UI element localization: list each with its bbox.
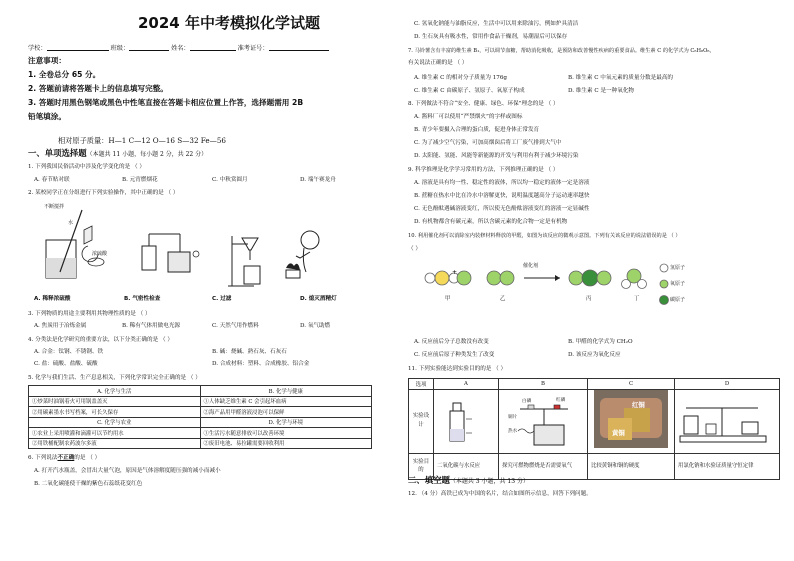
q2-figure-a-dilution: [32, 200, 112, 288]
legend-oxygen: 氧原子: [670, 281, 686, 287]
exam-no-blank[interactable]: [269, 44, 329, 51]
q10-stem: 10. 利用催化剂可以消除室内装修材料释放的甲醛，如图为该反应的微观示意图。下列有关该反应的说法错误的是 （ ）: [408, 233, 681, 239]
left-column: [28, 0, 380, 561]
q4-option-d: D. 合成材料：塑料、合成橡胶、铝合金: [212, 361, 310, 367]
q6-option-c: C. 氢氧化钠能与油脂反应，生活中可以用来除油污，例如炉具清洁: [414, 21, 579, 27]
note-item: 3. 答题时用黑色钢笔或黑色中性笔直接在答题卡相应位置上作答，选择题需用 2B: [28, 98, 304, 107]
table-row: [29, 407, 372, 418]
q2-figure-d-lamp: [280, 226, 330, 282]
table-cell: 二氧化碳与水反应: [434, 453, 499, 479]
table-cell: ①农业上采用喷灌和滴灌可以节约用水: [29, 428, 201, 439]
school-blank[interactable]: [47, 44, 109, 51]
q9-option-d: D. 有机物都含有碳元素，所以含碳元素的化合物一定是有机物: [414, 219, 568, 225]
q2-fig-label: 浓硫酸: [92, 251, 108, 257]
table-row: [409, 379, 780, 390]
exam-no-label: 准考证号：: [237, 45, 269, 52]
note-item: 1. 全卷总分 65 分。: [28, 70, 101, 79]
table-cell: C. 化学与农业: [29, 417, 201, 428]
table-row: [409, 453, 780, 479]
q12-stem: 12. （4 分）高铁已成为中国的名片，结合如图所示信息，回答下列问题。: [408, 491, 592, 497]
q11-fig-label: 铜片: [508, 415, 518, 420]
q3-stem: 3. 下列物质的用途主要利用其物理性质的是 （ ）: [28, 311, 151, 317]
q3-option-b: B. 稀有气体用做电光源: [122, 323, 181, 329]
q10-label-c: 丙: [586, 296, 592, 302]
table-cell: ①生活污水随意排放可以改善环境: [200, 428, 372, 439]
q7-option-c: C. 维生素 C 由碳原子、氢原子、氧原子构成: [414, 88, 525, 94]
table-row: [29, 386, 372, 397]
note-item: 铅笔填涂。: [28, 112, 66, 121]
q4-option-a: A. 合金：钛钢、不锈钢、铁: [34, 349, 104, 355]
q4-option-c: C. 盐：硫酸、盐酸、硫酸: [34, 361, 98, 367]
section1-desc: （本题共 11 小题，每小题 2 分，共 22 分）: [86, 151, 208, 158]
q3-option-a: A. 焦炭用于冶炼金属: [34, 323, 87, 329]
section1-title: 一、单项选择题: [28, 148, 87, 158]
atomic-masses: 相对原子质量：H—1 C—12 O—16 S—32 Fe—56: [58, 136, 226, 145]
section2-header: [408, 477, 529, 486]
section2-desc: （本题共 3 小题，共 13 分）: [449, 478, 529, 485]
q11-stem: 11. 下列实验能达到实验目的的是 （ ）: [408, 366, 507, 372]
q10-label-b: 乙: [500, 296, 506, 302]
q1-option-a: A. 春节贴对联: [34, 177, 70, 183]
q11-figure-d-balance: [676, 394, 774, 446]
q10-stem-2: （ ）: [408, 246, 421, 252]
q10-catalyst-label: 催化剂: [523, 263, 539, 269]
table-header: A: [434, 379, 499, 390]
q11-figure-a-co2: [442, 395, 486, 447]
q6-stem-suffix: 的是 （ ）: [74, 455, 101, 461]
q1-stem: 1. 下列我国民俗活动中涉及化学变化的是 （ ）: [28, 164, 145, 170]
q10-option-c: C. 反应前后原子种类发生了改变: [414, 352, 495, 358]
q4-option-b: B. 碱：烧碱、熟石灰、石灰石: [212, 349, 287, 355]
q3-option-c: C. 天然气用作燃料: [212, 323, 259, 329]
school-label: 学校：: [28, 45, 47, 52]
q6-option-b: B. 二氧化碳能使干燥的紫色石蕊纸花变红色: [34, 481, 143, 487]
table-cell: ②海产品用甲醛溶液浸泡可以保鲜: [200, 407, 372, 418]
table-cell: 比较黄铜和铜的硬度: [588, 453, 675, 479]
q8-option-c: C. 为了减少空气污染，可加高烟囱后将工厂废气排到大气中: [414, 140, 562, 146]
table-cell: ②废旧电池、易拉罐需要回收利用: [200, 438, 372, 449]
page-title: 2024 年中考模拟化学试题: [138, 14, 320, 32]
q8-option-d: D. 太阳能、氢能、风能等新能源的开发与利用有利于减少环境污染: [414, 153, 579, 159]
q2-fig-label: 不断搅拌: [44, 204, 65, 210]
q1-option-d: D. 端午赛龙舟: [300, 177, 336, 183]
q9-option-a: A. 溶液是具有均一性、稳定性的液体，所以均一稳定的液体一定是溶液: [414, 180, 590, 186]
table-row-label: 实验目的: [409, 453, 434, 479]
q8-option-a: A. 酱料厂可以使用“严禁烟火”的字样或图标: [414, 114, 523, 120]
q10-molecule-diagram: [420, 262, 710, 318]
q2-option-b: B. 气密性检查: [124, 296, 161, 302]
q9-option-b: B. 蔗糖在热水中比在冷水中溶解更快，说明温度越高分子运动速率越快: [414, 193, 590, 199]
q6-stem: [28, 455, 100, 462]
q11-figure-c-photo: [594, 390, 668, 448]
q11-fig-label-copper: 红铜: [632, 401, 645, 409]
q7-option-b: B. 维生素 C 中氧元素的质量分数是最高的: [568, 75, 674, 81]
q10-option-b: B. 甲醛的化学式为 CH₂O: [568, 339, 633, 345]
q2-option-c: C. 过滤: [212, 296, 232, 302]
table-header: 选项: [409, 379, 434, 390]
student-info-row: [28, 44, 329, 52]
q6-option-a: A. 打开汽水瓶盖，会冒出大量气泡，原因是气体溶解度随压强的减小而减小: [34, 468, 221, 474]
table-row: [29, 417, 372, 428]
q2-stem: 2. 某校同学正在分组进行下列实验操作，其中正确的是 （ ）: [28, 190, 179, 196]
table-header: C: [588, 379, 675, 390]
table-row: [29, 438, 372, 449]
class-blank[interactable]: [129, 44, 169, 51]
q2-option-a: A. 稀释浓硫酸: [34, 296, 71, 302]
table-cell: ①人体缺乏维生素 C 会引起坏血病: [200, 396, 372, 407]
table-cell: A. 化学与生活: [29, 386, 201, 397]
notes-heading: 注意事项：: [28, 56, 66, 65]
q11-fig-label: 红磷: [556, 398, 566, 403]
q1-option-c: C. 中秋赏圆月: [212, 177, 248, 183]
table-row-label: 实验设计: [409, 389, 434, 453]
right-column: [408, 0, 780, 561]
table-cell: ①炒菜时油锅着火可用锅盖盖灭: [29, 396, 201, 407]
q2-figure-c-filter: [228, 236, 268, 290]
q7-stem-2: 有关说法正确的是 （ ）: [408, 60, 468, 66]
q6-stem-key: 不正确: [57, 455, 75, 461]
name-label: 姓名：: [171, 45, 190, 52]
q1-option-b: B. 元宵燃烟花: [122, 177, 158, 183]
q7-stem: 7. 马铃薯含有丰富的维生素 B₁，可以调节血糖，帮助消化吸收，是预防和改善慢性疾病的重要食品。维生素 C 的化学式为 C₆H₈O₆，: [408, 48, 715, 54]
q5-stem: 5. 化学与我们生活、生产息息相关，下列化学常识完全正确的是 （ ）: [28, 375, 201, 381]
q9-option-c: C. 无色酚酞遇碱溶液变红，所以使无色酚酞溶液变红的溶液一定显碱性: [414, 206, 590, 212]
table-cell: 用氯化钠和水验证质量守恒定律: [675, 453, 780, 479]
q4-stem: 4. 分类法是化学研究的重要方法，以下分类正确的是 （ ）: [28, 337, 173, 343]
q10-option-a: A. 反应前后分子总数没有改变: [414, 339, 489, 345]
q2-option-d: D. 熄灭酒精灯: [300, 296, 337, 302]
section1-header: [28, 150, 207, 159]
svg-text:+: +: [452, 269, 458, 276]
q11-fig-label-brass: 黄铜: [612, 429, 625, 437]
q10-label-d: 丁: [634, 296, 640, 302]
q6-option-d: D. 生石灰具有吸水性，常用作食品干燥剂，易潮湿后可以保存: [414, 34, 568, 40]
q3-option-d: D. 氧气助燃: [300, 323, 331, 329]
q7-option-a: A. 维生素 C 的相对分子质量为 176g: [414, 75, 507, 81]
table-cell: B. 化学与健康: [200, 386, 372, 397]
q8-option-b: B. 青少年要摄入合理的蛋白质，促进身体正常发育: [414, 127, 540, 133]
q11-fig-label: 白磷: [522, 399, 532, 404]
q8-stem: 8. 下列做法不符合“安全、健康、绿色、环保”理念的是 （ ）: [408, 101, 559, 107]
table-cell: D. 化学与环境: [200, 417, 372, 428]
q9-stem: 9. 科学推理是化学学习常用的方法，下列推理正确的是 （ ）: [408, 167, 559, 173]
q10-label-a: 甲: [445, 296, 451, 302]
q6-stem-prefix: 6. 下列说法: [28, 455, 58, 461]
table-cell: ②用碳素墨水书写档案，可长久保存: [29, 407, 201, 418]
q5-table: [28, 385, 372, 449]
note-item: 2. 答题前请将答题卡上的信息填写完整。: [28, 84, 168, 93]
legend-carbon: 碳原子: [670, 297, 686, 303]
legend-hydrogen: 氢原子: [670, 265, 686, 271]
table-cell: 探究可燃物燃烧是否需要氧气: [499, 453, 588, 479]
class-label: 班级：: [110, 45, 130, 52]
name-blank[interactable]: [190, 44, 236, 51]
table-row: [29, 428, 372, 439]
q10-option-d: D. 该反应为氧化反应: [568, 352, 621, 358]
table-cell: ②用铁桶配制农药波尔多液: [29, 438, 201, 449]
section2-title: 二、填空题: [408, 475, 450, 485]
q7-option-d: D. 维生素 C 是一种氧化物: [568, 88, 635, 94]
table-header: D: [675, 379, 780, 390]
table-row: [29, 396, 372, 407]
q2-figure-b-airtight: [136, 232, 206, 280]
q2-fig-label: 水: [68, 220, 74, 226]
q11-fig-label: 热水: [508, 429, 518, 434]
table-header: B: [499, 379, 588, 390]
